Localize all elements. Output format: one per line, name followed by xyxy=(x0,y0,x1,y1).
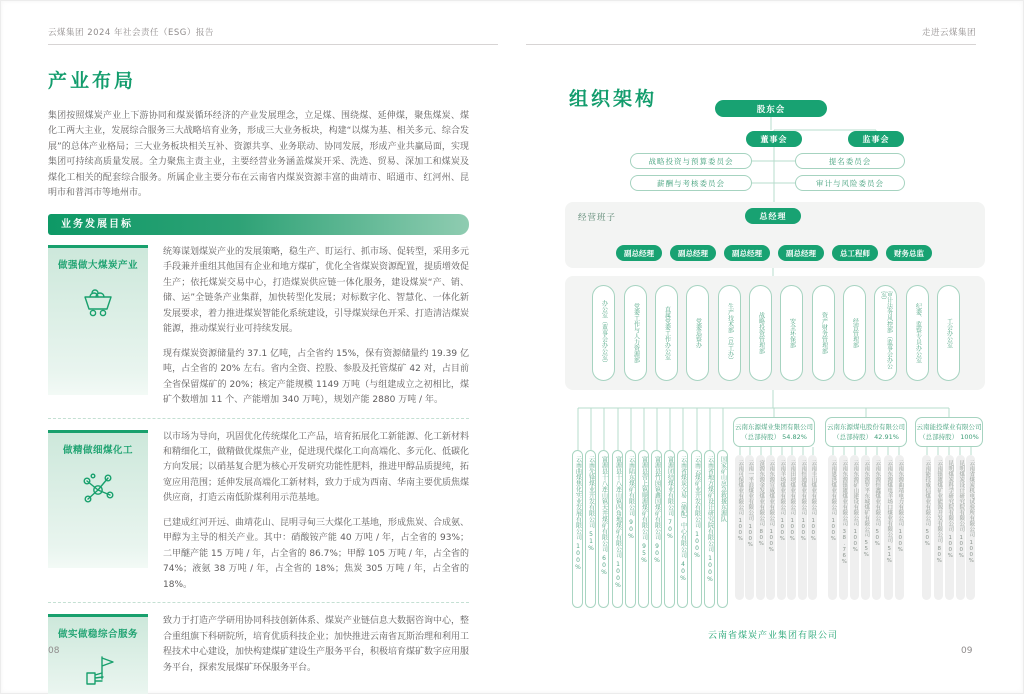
org-node-sub-subsidiary: 云南东源罗平东城煤矿有限公司 55% xyxy=(861,455,870,600)
header-right-title: 走进云煤集团 xyxy=(921,28,976,38)
org-node-department: 战略投资管理部 xyxy=(749,285,772,381)
org-node-department: 工会办公室 xyxy=(937,285,960,381)
org-node-department: 党委工作与人力资源部 xyxy=(624,285,647,381)
molecule-icon xyxy=(77,494,119,513)
org-node-sub-subsidiary: 云南羊场煤业有限公司 100% xyxy=(777,455,786,600)
org-node-department: 经营管理部 xyxy=(843,285,866,381)
page-number-right: 09 xyxy=(961,646,973,656)
org-node-subsidiary: 云南省煤炭交易（储配）中心有限公司 40% xyxy=(677,450,688,608)
org-node-general-manager: 总经理 xyxy=(745,208,801,224)
section-paragraph: 已建成红河开远、曲靖花山、昆明寻甸三大煤化工基地，形成焦炭、合成氨、甲醇为主导的相关产业。其中：硝酸铵产能 40 万吨 / 年，占全省的 93%；二甲醚产能 15 万吨 / 年，占全省的 86.7%；甲醇 105 万吨 / 年，占全省的 74%；液氨 38 万吨 / 年，占全省的 18%；焦炭 305 万吨 / 年，占全省的 18%。 xyxy=(163,517,470,590)
org-node-sub-subsidiary: 云南东源矿山建设有限公司 100% xyxy=(850,455,859,600)
page-org-structure xyxy=(528,88,998,663)
org-node-sub-subsidiary: 云南东源曲靖电力有限公司 100% xyxy=(895,455,904,600)
section-label: 做实做稳综合服务 xyxy=(57,629,138,641)
section-label-card xyxy=(48,245,148,395)
org-node-department: 审计法务风控部（监事会办公室） xyxy=(874,285,897,381)
org-node-subsidiary: 富源县十八连山镇四角地煤矿有限公司 100% xyxy=(612,450,623,608)
org-node-department: 资产财务管理部 xyxy=(812,285,835,381)
org-node-subsidiary: 富源县十八连山镇天井煤矿有限公司 60% xyxy=(598,450,609,608)
org-node-sub-subsidiary: 云南省煤炭机电试验所有限公司 100% xyxy=(966,455,975,600)
org-node-subsidiary: 国家矿山应急救援东源队 xyxy=(717,450,728,608)
section-text xyxy=(163,430,469,594)
intro-paragraph: 集团按照煤炭产业上下游协同和煤炭循环经济的产业发展理念，立足煤、围绕煤、延伸煤，聚焦煤炭、煤化工两大主业，发展综合服务三大战略培育业务，形成三大业务板块，构建“以煤为基、相关多元、综合发展”的总体产业格局；三大业务板块相关互补、资源共享、业务联动、协同发展，形成产业共赢局面，实现集团可持续高质量发展。全力聚焦主责主业，主要经营业务涵盖煤炭开采、洗选、贸易、深加工和煤炭及煤化工相关的配套综合服务。所属企业主要分布在云南省内煤炭资源丰富的曲靖市、昭通市、红河州、昆明市和普洱市等地州市。 xyxy=(48,111,469,199)
section-label: 做强做大煤炭产业 xyxy=(57,259,138,271)
org-node-sub-subsidiary: 云南田坝煤业有限公司 100% xyxy=(787,455,796,600)
section-label-card xyxy=(48,614,148,694)
business-goals-banner: 业务发展目标 xyxy=(48,214,469,235)
header-rule-right xyxy=(526,44,976,45)
section-text xyxy=(163,245,469,409)
org-node-sub-subsidiary: 云南能投威信煤业有限公司 50% xyxy=(922,455,931,600)
org-node-department: 办公室（董事会办公室） xyxy=(592,285,615,381)
org-node-subsidiary: 富源县竹园镇鑫国煤矿有限公司 90% xyxy=(651,450,662,608)
org-node-sub-subsidiary: 云南恒通煤业有限公司 100% xyxy=(798,455,807,600)
section-paragraph: 致力于打造产学研用协同科技创新体系、煤炭产业链信息大数据咨询中心，整合重组旗下科研院所，培育优质科技企业；加快推进云南省瓦斯治理和利用工程技术中心建设，加快构建煤矿建设生产服务平台，积极培育煤矿数字应用服务平台，探索发展煤矿环保服务平台。 xyxy=(163,616,470,673)
org-node-sub-subsidiary: 云南镇雄煤矿业能源开发有限公司 80% xyxy=(934,455,943,600)
org-node-tier2-company: 云南能投煤业有限公司 （总部持股） 100% xyxy=(915,417,983,447)
mine-cart-icon xyxy=(77,305,119,324)
org-node-sub-subsidiary: 云南恩洪煤业有限公司 100% xyxy=(828,455,837,600)
org-node-department: 安全环保部 xyxy=(780,285,803,381)
section-coal-industry xyxy=(48,245,469,409)
org-node-shareholders: 股东会 xyxy=(715,100,827,117)
org-node-executive: 总工程师 xyxy=(832,245,878,261)
header-left-title: 云煤集团 2024 年社会责任（ESG）报告 xyxy=(48,28,214,38)
org-node-subsidiary: 云南云煤矿业开发有限公司 100% xyxy=(691,450,702,608)
org-node-sub-subsidiary: 云南东源恒鑫煤业有限公司 50% xyxy=(872,455,881,600)
org-node-department: 生产技术部（总工办） xyxy=(718,285,741,381)
section-text xyxy=(163,614,469,694)
org-node-subsidiary: 云南省地方煤矿设计研究院有限公司 100% xyxy=(704,450,715,608)
org-node-sub-subsidiary: 昆明煤炭科学研究院有限公司 100% xyxy=(945,455,954,600)
org-node-sub-subsidiary: 云南东源镇雄煤业有限公司 38.76% xyxy=(839,455,848,600)
org-node-sub-subsidiary: 云南圭山煤业有限公司 100% xyxy=(808,455,817,600)
management-panel-label: 经营班子 xyxy=(578,213,617,223)
page-title: 组织架构 xyxy=(569,88,658,110)
org-node-department: 党委巡察办 xyxy=(686,285,709,381)
org-node-tier2-company: 云南东源煤电股份有限公司 （总部持股） 42.91% xyxy=(825,417,907,447)
org-node-subsidiary: 云南曲煤焦化实业发展有限公司 100% xyxy=(572,450,583,608)
page-number-left: 08 xyxy=(48,646,60,656)
org-node-subsidiary: 云南陆东煤矿有限公司 90% xyxy=(625,450,636,608)
section-integrated-services xyxy=(48,602,469,694)
org-node-committee: 审计与风险委员会 xyxy=(795,175,905,191)
org-node-sub-subsidiary: 云南一平浪煤业有限公司 100% xyxy=(745,455,754,600)
org-node-committee: 提名委员会 xyxy=(795,153,905,169)
section-paragraph: 统筹谋划煤炭产业的发展策略，稳生产、盯运行、抓市场、促转型，采用多元手段兼并重组其他国有企业和地方煤矿，优化全省煤炭资源配置，提质增效促生产；依托煤炭交易中心，打造煤炭供应链一体化服务，建设煤炭“产、销、储、运”全链条产业集群，加快转型化发展；对标数字化、智慧化、一体化新发展要求，着力推进煤炭智能化系统建设，引导煤炭绿色开采、打造清洁煤炭能源，推动煤炭行业可持续发展。 xyxy=(163,246,470,335)
page-industry-layout xyxy=(48,20,469,694)
section-label: 做精做细煤化工 xyxy=(62,444,133,456)
org-node-executive: 副总经理 xyxy=(616,245,662,261)
org-node-subsidiary: 富源县营上镇顺源煤矿有限公司 95% xyxy=(638,450,649,608)
org-node-executive: 财务总监 xyxy=(886,245,932,261)
page-title: 产业布局 xyxy=(48,70,137,92)
org-node-executive: 副总经理 xyxy=(778,245,824,261)
org-node-subsidiary: 富源团结煤业有限公司 70% xyxy=(664,450,675,608)
org-node-department: 直属党委工作办公室 xyxy=(655,285,678,381)
org-node-tier2-company: 云南东源煤业集团有限公司 （总部持股） 54.82% xyxy=(733,417,815,447)
org-node-sub-subsidiary: 云南东源宣威煤业有限公司 100% xyxy=(766,455,775,600)
org-node-department: 纪委、监察专员办公室 xyxy=(906,285,929,381)
org-node-executive: 副总经理 xyxy=(724,245,770,261)
section-paragraph: 以市场为导向，巩固优化传统煤化工产品，培育拓展化工新能源、化工新材料和精细化工，做精做优煤焦产业，促进现代煤化工向高端化、多元化、低碳化方向发展；以硝基复合肥为核心开发研究功能性肥料，推进甲醇品质提纯，拓宽应用范围；延伸发展高端化工新材料，致力于成为西南、华南主要优质焦煤供应商，打造云南低阶煤利用示范基地。 xyxy=(163,431,470,504)
org-node-committee: 薪酬与考核委员会 xyxy=(630,175,752,191)
org-node-committee: 战略投资与预算委员会 xyxy=(630,153,752,169)
section-label-card xyxy=(48,430,148,568)
org-node-sub-subsidiary: 昆明煤炭设计研究院有限公司 100% xyxy=(956,455,965,600)
parent-company-label: 云南省煤炭产业集团有限公司 xyxy=(707,631,838,641)
org-node-executive: 副总经理 xyxy=(670,245,716,261)
org-node-sub-subsidiary: 云南东源煤电羊场口煤业有限公司 51% xyxy=(884,455,893,600)
section-paragraph: 现有煤炭资源储量约 37.1 亿吨，占全省约 15%，保有资源储量约 19.39 亿吨，占全省的 20% 左右。省内全资、控股、参股及托管煤矿 42 对，占目前全省保留煤矿的 20%；核定产能规模 1149 万吨（与组建成立之初相比，煤矿个数增加 11 个、产能增加 340 万吨），规划产能 2880 万吨 / 年。 xyxy=(163,348,469,406)
flag-hand-icon xyxy=(77,674,119,693)
section-coal-chemical xyxy=(48,418,469,594)
org-node-sub-subsidiary: 富源东源金发煤业有限公司 80% xyxy=(756,455,765,600)
org-node-board: 董事会 xyxy=(746,131,802,147)
org-node-subsidiary: 云南先锋煤业开发有限公司 51% xyxy=(585,450,596,608)
org-node-sub-subsidiary: 云南可保煤业有限公司 100% xyxy=(735,455,744,600)
org-node-supervisory: 监事会 xyxy=(848,131,904,147)
